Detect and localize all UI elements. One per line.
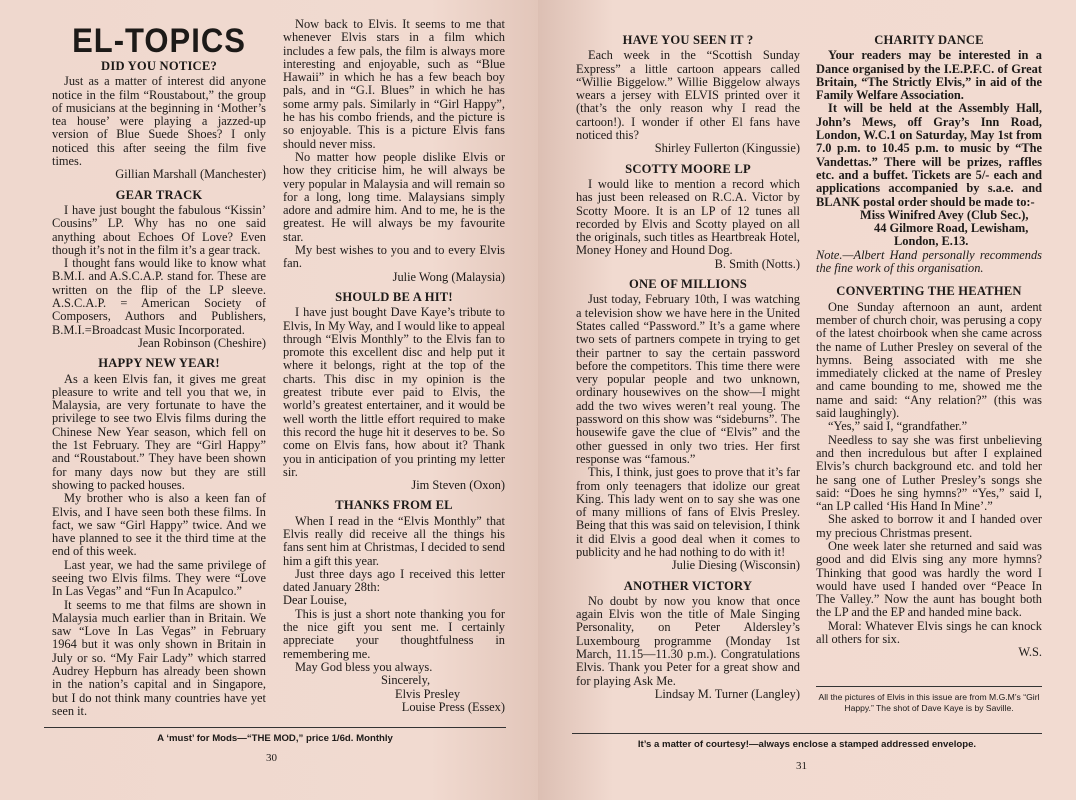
quoted-letter-closing: Sincerely, (381, 673, 431, 688)
masthead: EL-TOPICS (72, 21, 246, 60)
letter-paragraph: No matter how people dislike Elvis or how they criticise him, he will always be very popular in Malaysia and will remain so for a long, long time. Malaysians simply adore and admire him. And to me, he is the greatest. He will always be my favourite star. (283, 149, 505, 244)
letter-signature: Julie Diesing (Wisconsin) (671, 558, 800, 573)
letter-paragraph: I would like to mention a record which has just been released on R.C.A. Victor by Scotty Moore. It is an LP of 12 tunes all recorded by Elvis and Scotty played on all the originals, such titles as Heartbreak Hotel, Money Honey and Hound Dog. (576, 176, 800, 258)
letter-heading: HAVE YOU SEEN IT ? (622, 33, 754, 47)
letter-heading: HAPPY NEW YEAR! (98, 356, 220, 371)
photo-caption: All the pictures of Elvis in this issue are from M.G.M’s “Girl Happy.” The shot of Dave Kaye is by Saville. (818, 692, 1040, 713)
letter-signature: Jim Steven (Oxon) (411, 478, 505, 493)
letter-paragraph: Your readers may be interested in a Dance organised by the I.E.P.F.C. of Great Britain, “The Strictly Elvis,” in aid of the Family Welfare Association. (816, 48, 1042, 103)
footer-rule (572, 733, 1042, 734)
letter-heading: DID YOU NOTICE? (101, 59, 217, 73)
letter-paragraph: It will be held at the Assembly Hall, John’s Mews, off Gray’s Inn Road, London, W.C.1 on Saturday, May 1st from 7.0 p.m. to 10.45 p.m. to music by “The Vandettas.” There will be prizes, raffles etc. and a buffet. Tickets are 5/- each and applications accompanied by s.a.e. and BLANK postal order should be made to:- (816, 101, 1042, 209)
letter-paragraph: Moral: Whatever Elvis sings he can knock all others for six. (816, 618, 1042, 647)
letter-signature: Louise Press (Essex) (401, 699, 505, 714)
address-line: Miss Winifred Avey (Club Sec.), (860, 207, 1029, 222)
left-column-2 (283, 18, 505, 720)
letter-paragraph: When I read in the “Elvis Monthly” that Elvis really did receive all the things his fans sent him at Christmas, I decided to send him a gift this year. (283, 513, 505, 568)
letter-paragraph: Needless to say she was first unbelieving and then incredulous but after I explained Elvis’s church background etc. and told her he sang one of Luther Presley’s songs she said: “Does he sing hymns?” “Yes,” said I, “an LP called ‘His Hand In Mine’.” (816, 432, 1042, 514)
letter-paragraph: One week later she returned and said was good and did Elvis sing any more hymns? Thinking that good was hardly the word I would have used I handed over “Peace In The Valley.” Now the aunt has bought both the LP and the EP and handed mine back. (816, 538, 1042, 620)
letter-paragraph: This, I think, just goes to prove that it’s far from only teenagers that idolize our great King. This lady went on to say she was one of many millions of fans of Elvis Presley. Being that this was said on television, I think it did Elvis a good deal when it comes to publicity and he had nothing to do with it! (576, 465, 800, 559)
letter-signature: Jean Robinson (Cheshire) (137, 335, 266, 350)
letter-heading: ANOTHER VICTORY (623, 578, 753, 593)
quoted-letter-paragraph: May God bless you always. (295, 659, 433, 674)
caption-rule (816, 686, 1042, 687)
letter-paragraph: I have just bought the fabulous “Kissin’ Cousins” LP. Why has no one said anything about Echoes Of Love? Even though it’s not in the film it’s a gear track. (52, 202, 266, 257)
letter-paragraph: My brother who is also a keen fan of Elvis, and I have seen both these films. In fact, we saw “Girl Happy” twice. And we have planned to see it the third time at the end of this week. (52, 491, 266, 559)
letter-heading: GEAR TRACK (115, 187, 203, 202)
letter-paragraph: No doubt by now you know that once again Elvis won the title of Male Singing Personality, on Peter Aldersley’s Luxembourg programme (Monday 1st March, 11.15—11.30 p.m.). Congratulations Elvis. Thank you Peter for a great show and for playing Ask Me. (576, 593, 800, 688)
charity-dance-body (816, 49, 1042, 209)
letter-signature: Gillian Marshall (Manchester) (115, 167, 266, 182)
letter-heading: THANKS FROM EL (335, 498, 453, 513)
right-page (538, 0, 1076, 800)
letter-paragraph: Just as a matter of interest did anyone notice in the film “Roustabout,” the group of musicians at the beginning in ‘Mother’s tea house’ were playing a jazzed-up version of Blue Suede Shoes? I only noticed this after seeing the film five times. (52, 74, 266, 169)
letter-paragraph: I thought fans would like to know what B.M.I. and A.S.C.A.P. stand for. These are written on the flip of the LP sleeve. A.S.C.A.P. = American Society of Composers, Authors and Publishers, B.M.I.=Broadcast Music Incorporated. (52, 256, 266, 337)
page-footer: A ‘must’ for Mods—“THE MOD,” price 1/6d. Monthly (157, 733, 393, 744)
letter-signature: Lindsay M. Turner (Langley) (654, 686, 800, 701)
right-column-2 (816, 18, 1042, 666)
letter-paragraph: Last year, we had the same privilege of seeing two Elvis films. They were “Love In Las Vegas” and “Fun In Acapulco.” (52, 557, 266, 599)
page-footer: It’s a matter of courtesy!—always enclose a stamped addressed envelope. (637, 739, 977, 750)
letter-signature: Shirley Fullerton (Kingussie) (654, 141, 800, 156)
quoted-letter-name: Elvis Presley (395, 686, 461, 701)
footer-rule (44, 727, 506, 728)
letter-paragraph: One Sunday afternoon an aunt, ardent member of church choir, was perusing a copy of the latest choirbook when she came across the name of Luther Presley on several of the hymns. Being associated with me she immediately clicked at the name of Presley and came bounding to me, showed me the name and said: “Any relation?” (this was said laughingly). (816, 299, 1042, 421)
letter-paragraph: Each week in the “Scottish Sunday Express” a little cartoon appears called “Willie Biggelow.” Willie Biggelow always wears a jersey with ELVIS printed over it (that’s the only reason why I read the cartoon!). I wonder if other El fans have noticed this? (576, 48, 800, 143)
page-number: 30 (266, 752, 277, 764)
letter-heading: CHARITY DANCE (874, 33, 984, 47)
quoted-letter-salutation: Dear Louise, (283, 593, 347, 608)
letter-paragraph: She asked to borrow it and I handed over my precious Christmas present. (816, 512, 1042, 540)
letter-paragraph: I have just bought Dave Kaye’s tribute to Elvis, In My Way, and I would like to appeal through “Elvis Monthly” to the Elvis fan to promote this excellent disc and help put it where it belongs, right at the top of the charts. This disc in my opinion is the greatest tribute ever paid to Elvis, the world’s greatest entertainer, and it would be well worth the little effort required to make this record the huge hit it deserves to be. So come on Elvis fans, how about it? Thank you in anticipation of you printing my letter sir. (283, 305, 505, 479)
letter-signature: W.S. (1018, 645, 1042, 660)
page-number: 31 (796, 760, 807, 772)
letter-signature: Julie Wong (Malaysia) (392, 269, 505, 284)
letter-paragraph: “Yes,” said I, “grandfather.” (828, 419, 968, 434)
address-line: London, E.13. (894, 234, 969, 249)
letter-heading: ONE OF MILLIONS (629, 277, 747, 292)
editor-note: Note.—Albert Hand personally recommends the fine work of this organisation. (816, 247, 1042, 276)
letter-heading: CONVERTING THE HEATHEN (836, 284, 1022, 299)
address-line: 44 Gilmore Road, Lewisham, (874, 221, 1029, 236)
quoted-letter-paragraph: This is just a short note thanking you for the nice gift you sent me. I certainly appreciate your thoughtfulness in remembering me. (283, 606, 505, 661)
letter-paragraph: Just three days ago I received this letter dated January 28th: (283, 566, 505, 595)
letter-signature: B. Smith (Notts.) (714, 256, 800, 271)
letter-paragraph: Just today, February 10th, I was watching a television show we have here in the United States called “Password.” It’s a game where two sets of partners compete in trying to get their partner to say the certain password before the competitors. This time there were very popular people and two unknown, ordinary housewives on the show—I might add the two wives weren’t real young. The password on this show was “sideburns”. The housewife gave the clue of “Elvis” and the other guessed in only two tries. Her first response was “famous.” (576, 292, 800, 466)
left-column-1 (52, 18, 266, 718)
letter-heading: SCOTTY MOORE LP (625, 161, 751, 176)
letter-paragraph: It seems to me that films are shown in Malaysia much earlier than in Britain. We saw “Love In Las Vegas” in February 1964 but it was only shown in Britain in July or so. “My Fair Lady” which starred Audrey Hepburn has already been shown in the nation’s capital and in Singapore, but I do not think many countries have yet seen it. (52, 597, 266, 718)
letter-paragraph: Now back to Elvis. It seems to me that whenever Elvis stars in a film which includes a few pals, the film is always more interesting and enjoyable, such as “Blue Hawaii” in which he has a few beach boy pals, and in “G.I. Blues” in which he has some army pals. Similarly in “Girl Happy”, he has his combo friends, and the picture is so enjoyable. This is a picture Elvis fans should never miss. (283, 17, 505, 151)
letter-paragraph: As a keen Elvis fan, it gives me great pleasure to write and tell you that we, in Malaysia, are very fortunate to have the privilege to see two Elvis films during the Chinese New Year season, which fell on the 1st February. They are “Girl Happy” and “Roustabout.” They have been shown for many days now but they are still showing to packed houses. (52, 371, 266, 492)
letter-heading: SHOULD BE A HIT! (335, 289, 453, 304)
letter-paragraph: My best wishes to you and to every Elvis fan. (283, 243, 505, 271)
right-column-1 (576, 18, 800, 707)
